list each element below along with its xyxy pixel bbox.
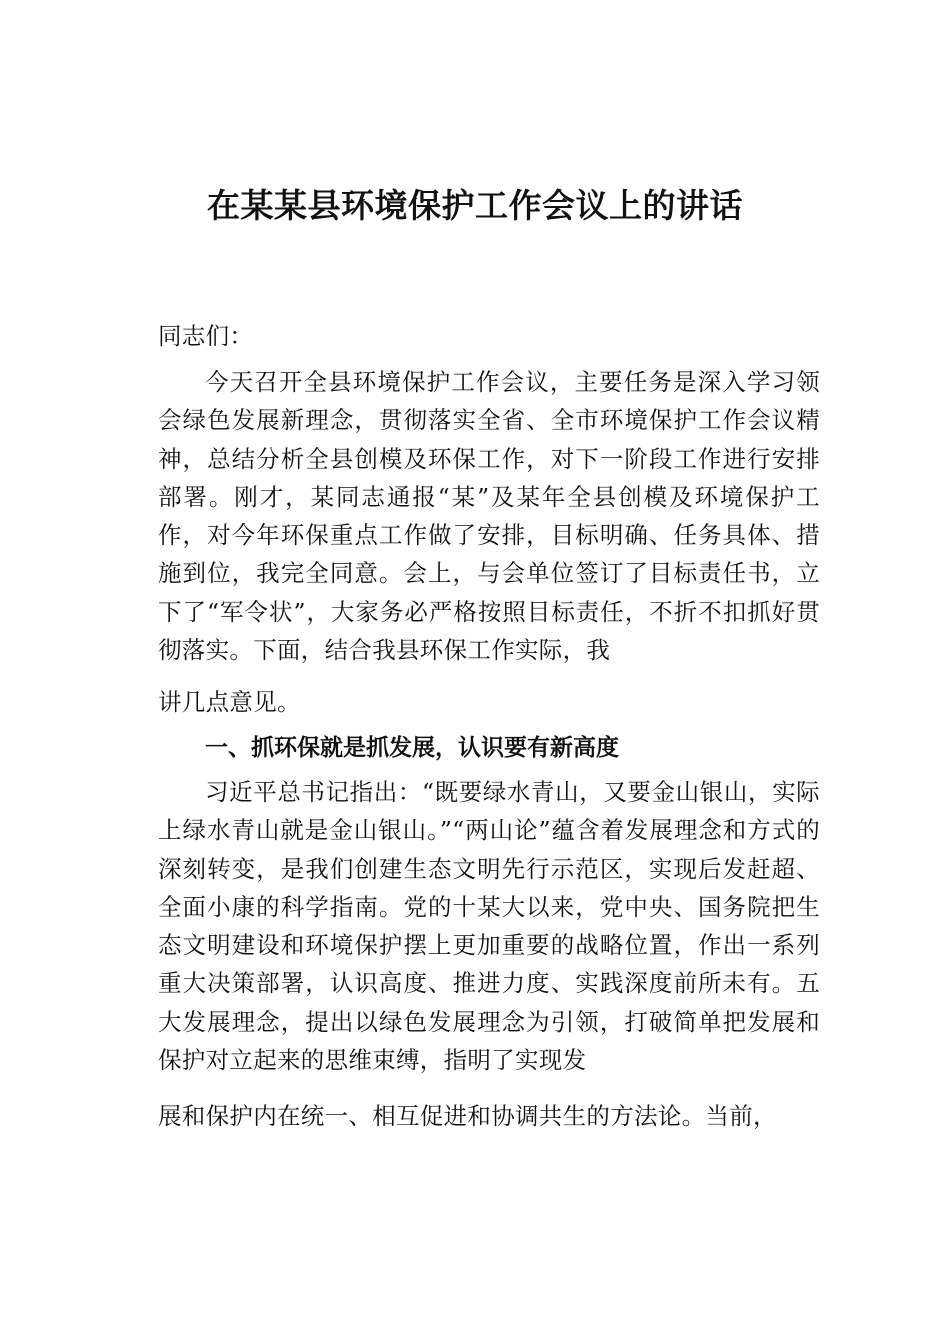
paragraph-1-last-line: 讲几点意见。 xyxy=(158,688,301,716)
paragraph-2-last-line: 展和保护内在统一、相互促进和协调共生的方法论。当前， xyxy=(158,1102,777,1130)
section-heading-1: 一、抓环保就是抓发展，认识要有新高度 xyxy=(205,735,619,761)
salutation: 同志们： xyxy=(158,322,254,350)
paragraph-1: 今天召开全县环境保护工作会议，主要任务是深入学习领会绿色发展新理念，贯彻落实全省、全市环境保护工作会议精神，总结分析全县创模及环保工作，对下一阶段工作进行安排部署。刚才，某同志通报“某”及某年全县创模及环境保护工作，对今年环保重点工作做了安排，目标明确、任务具体、措施到位，我完全同意。会上，与会单位签订了目标责任书，立下了“军令状”，大家务必严格按照目标责任，不折不扣抓好贯彻落实。下面，结合我县环保工作实际，我 xyxy=(158,368,820,665)
document-title: 在某某县环境保护工作会议上的讲话 xyxy=(207,186,743,225)
paragraph-2: 习近平总书记指出：“既要绿水青山，又要金山银山，实际上绿水青山就是金山银山。”“两山论”蕴含着发展理念和方式的深刻转变，是我们创建生态文明先行示范区，实现后发赶超、全面小康的科学指南。党的十某大以来，党中央、国务院把生态文明建设和环境保护摆上更加重要的战略位置，作出一系列重大决策部署，认识高度、推进力度、实践深度前所未有。五大发展理念，提出以绿色发展理念为引领，打破简单把发展和保护对立起来的思维束缚，指明了实现发 xyxy=(158,778,820,1075)
